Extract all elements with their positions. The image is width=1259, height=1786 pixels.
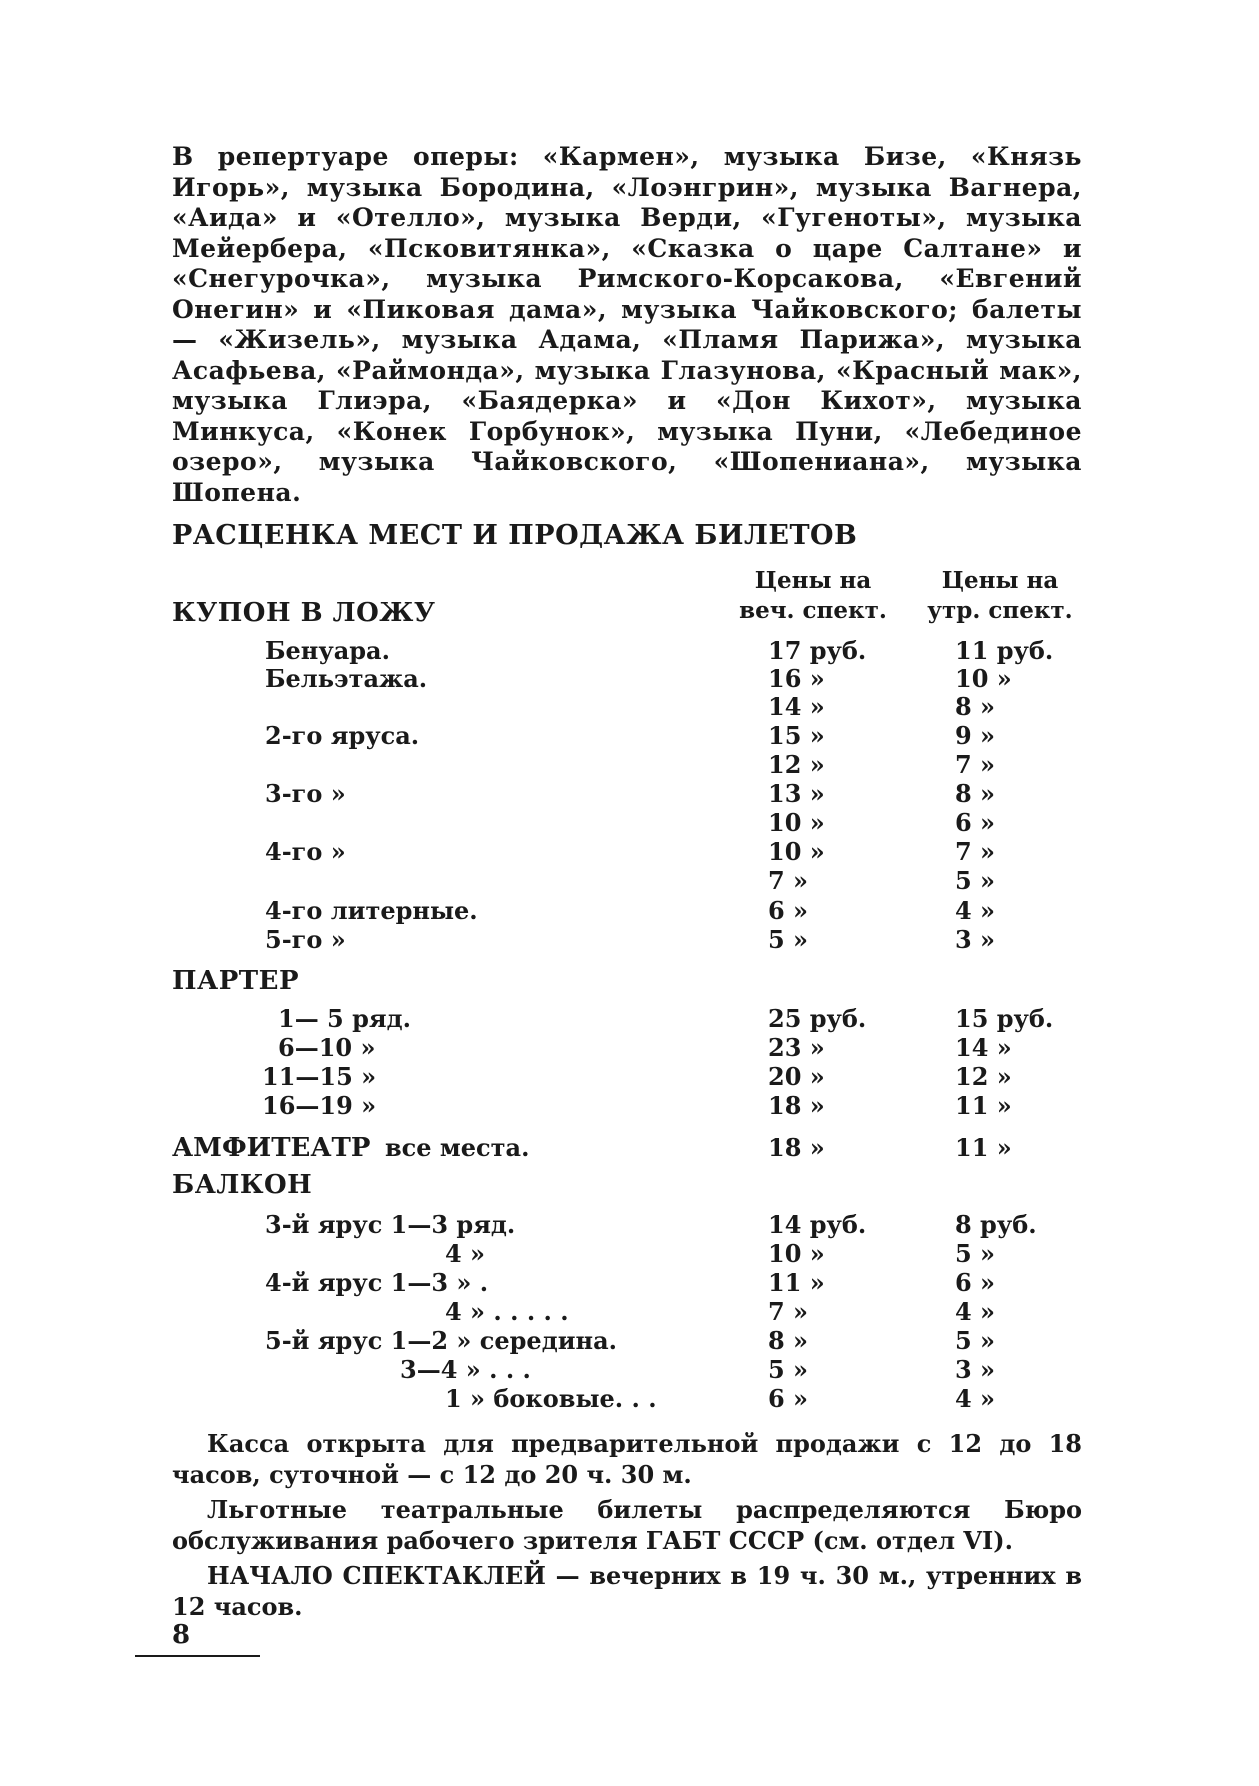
price-evening: 5 »	[768, 925, 809, 954]
price-evening: 14 руб.	[768, 1210, 867, 1239]
price-evening: 18 »	[768, 1091, 825, 1120]
table-row	[0, 750, 1259, 780]
price-morning: 3 »	[955, 925, 996, 954]
table-row	[0, 1210, 1259, 1240]
table-row	[0, 1268, 1259, 1298]
price-evening: 10 »	[768, 1239, 825, 1268]
table-row	[0, 896, 1259, 926]
price-morning: 6 »	[955, 1268, 996, 1297]
section-amfiteatr: АМФИТЕАТР	[172, 1133, 371, 1163]
price-morning: 7 »	[955, 750, 996, 779]
price-morning: 5 »	[955, 1326, 996, 1355]
price-morning: 9 »	[955, 721, 996, 750]
row-label: 11—15 »	[262, 1062, 377, 1091]
table-row	[0, 1297, 1259, 1327]
row-label: все места.	[385, 1133, 530, 1162]
price-morning: 11 »	[955, 1133, 1012, 1162]
price-morning: 8 »	[955, 692, 996, 721]
price-morning: 3 »	[955, 1355, 996, 1384]
row-label: 3—4 » . . .	[400, 1355, 531, 1384]
price-evening: 6 »	[768, 1384, 809, 1413]
price-evening: 5 »	[768, 1355, 809, 1384]
price-evening: 6 »	[768, 896, 809, 925]
row-label: 4-го »	[265, 837, 346, 866]
price-evening: 20 »	[768, 1062, 825, 1091]
row-label: 16—19 »	[262, 1091, 377, 1120]
price-evening: 11 »	[768, 1268, 825, 1297]
price-evening: 18 »	[768, 1133, 825, 1162]
price-morning: 6 »	[955, 808, 996, 837]
price-morning: 11 руб.	[955, 636, 1054, 665]
table-row	[0, 1033, 1259, 1063]
price-evening: 13 »	[768, 779, 825, 808]
section-heading: РАСЦЕНКА МЕСТ И ПРОДАЖА БИЛЕТОВ	[172, 520, 858, 551]
price-evening: 10 »	[768, 808, 825, 837]
price-evening: 15 »	[768, 721, 825, 750]
row-label: Бенуара.	[265, 636, 390, 665]
price-evening: 8 »	[768, 1326, 809, 1355]
kassa-paragraph: Касса открыта для предварительной продажи с 12 до 18 часов, суточной — с 12 до 20 ч. 30 м.	[172, 1429, 1082, 1489]
table-row	[0, 664, 1259, 694]
table-row	[0, 1133, 1259, 1163]
row-label: 5-го »	[265, 925, 346, 954]
price-morning: 7 »	[955, 837, 996, 866]
price-morning: 10 »	[955, 664, 1012, 693]
section-kupon: КУПОН В ЛОЖУ	[172, 598, 436, 628]
row-label: 5-й ярус 1—2 » середина.	[265, 1326, 617, 1355]
price-evening: 7 »	[768, 866, 809, 895]
price-evening: 23 »	[768, 1033, 825, 1062]
price-morning: 11 »	[955, 1091, 1012, 1120]
table-row	[0, 1239, 1259, 1269]
price-morning: 4 »	[955, 1384, 996, 1413]
table-row	[0, 808, 1259, 838]
row-label: 1 » боковые. . .	[445, 1384, 657, 1413]
nachalo-paragraph: НАЧАЛО СПЕКТАКЛЕЙ — вечерних в 19 ч. 30 м., утренних в 12 часов.	[172, 1561, 1082, 1621]
row-label: 6—10 »	[278, 1033, 376, 1062]
price-evening: 7 »	[768, 1297, 809, 1326]
table-row	[0, 1062, 1259, 1092]
price-morning: 5 »	[955, 866, 996, 895]
lgotnye-paragraph: Льготные театральные билеты распределяются Бюро обслуживания рабочего зрителя ГАБТ СССР (см. отдел VI).	[172, 1495, 1082, 1555]
row-label: 3-го »	[265, 779, 346, 808]
column-header-morning: Цены на утр. спект.	[927, 567, 1073, 624]
price-morning: 12 »	[955, 1062, 1012, 1091]
table-row	[0, 925, 1259, 955]
price-evening: 16 »	[768, 664, 825, 693]
column-header-evening: Цены на веч. спект.	[739, 567, 887, 624]
page-number-rule	[135, 1655, 260, 1657]
table-row	[0, 1004, 1259, 1034]
repertoire-paragraph: В репертуаре оперы: «Кармен», музыка Бизе, «Князь Игорь», музыка Бородина, «Лоэнгрин», музыка Вагнера, «Аида» и «Отелло», музыка Верди, «Гугеноты», музыка Мейербера, «Псковитянка», «Сказка о царе Салтане» и «Снегурочка», музыка Римского-Корсакова, «Евгений Онегин» и «Пиковая дама», музыка Чайковского; балеты — «Жизель», музыка Адама, «Пламя Парижа», музыка Асафьева, «Раймонда», музыка Глазунова, «Красный мак», музыка Глиэра, «Баядерка» и «Дон Кихот», музыка Минкуса, «Конек Горбунок», музыка Пуни, «Лебединое озеро», музыка Чайковского, «Шопениана», музыка Шопена.	[172, 142, 1082, 507]
table-row	[0, 721, 1259, 751]
row-label: Бельэтажа.	[265, 664, 428, 693]
row-label: 1— 5 ряд.	[278, 1004, 411, 1033]
section-parter: ПАРТЕР	[172, 966, 299, 996]
price-evening: 17 руб.	[768, 636, 867, 665]
row-label: 2-го яруса.	[265, 721, 420, 750]
price-morning: 4 »	[955, 1297, 996, 1326]
row-label: 4 »	[445, 1239, 486, 1268]
price-morning: 8 »	[955, 779, 996, 808]
price-morning: 15 руб.	[955, 1004, 1054, 1033]
price-evening: 14 »	[768, 692, 825, 721]
price-evening: 10 »	[768, 837, 825, 866]
price-morning: 14 »	[955, 1033, 1012, 1062]
table-row	[0, 837, 1259, 867]
row-label: 4-й ярус 1—3 » .	[265, 1268, 489, 1297]
table-row	[0, 636, 1259, 666]
table-row	[0, 692, 1259, 722]
table-row	[0, 1355, 1259, 1385]
price-morning: 5 »	[955, 1239, 996, 1268]
section-balkon: БАЛКОН	[172, 1170, 313, 1200]
table-row	[0, 1091, 1259, 1121]
table-row	[0, 1326, 1259, 1356]
table-row	[0, 779, 1259, 809]
row-label: 3-й ярус 1—3 ряд.	[265, 1210, 516, 1239]
price-morning: 4 »	[955, 896, 996, 925]
price-evening: 25 руб.	[768, 1004, 867, 1033]
table-row	[0, 866, 1259, 896]
page-number: 8	[172, 1620, 191, 1650]
table-row	[0, 1384, 1259, 1414]
row-label: 4 » . . . . .	[445, 1297, 569, 1326]
row-label: 4-го литерные.	[265, 896, 478, 925]
price-evening: 12 »	[768, 750, 825, 779]
price-morning: 8 руб.	[955, 1210, 1037, 1239]
